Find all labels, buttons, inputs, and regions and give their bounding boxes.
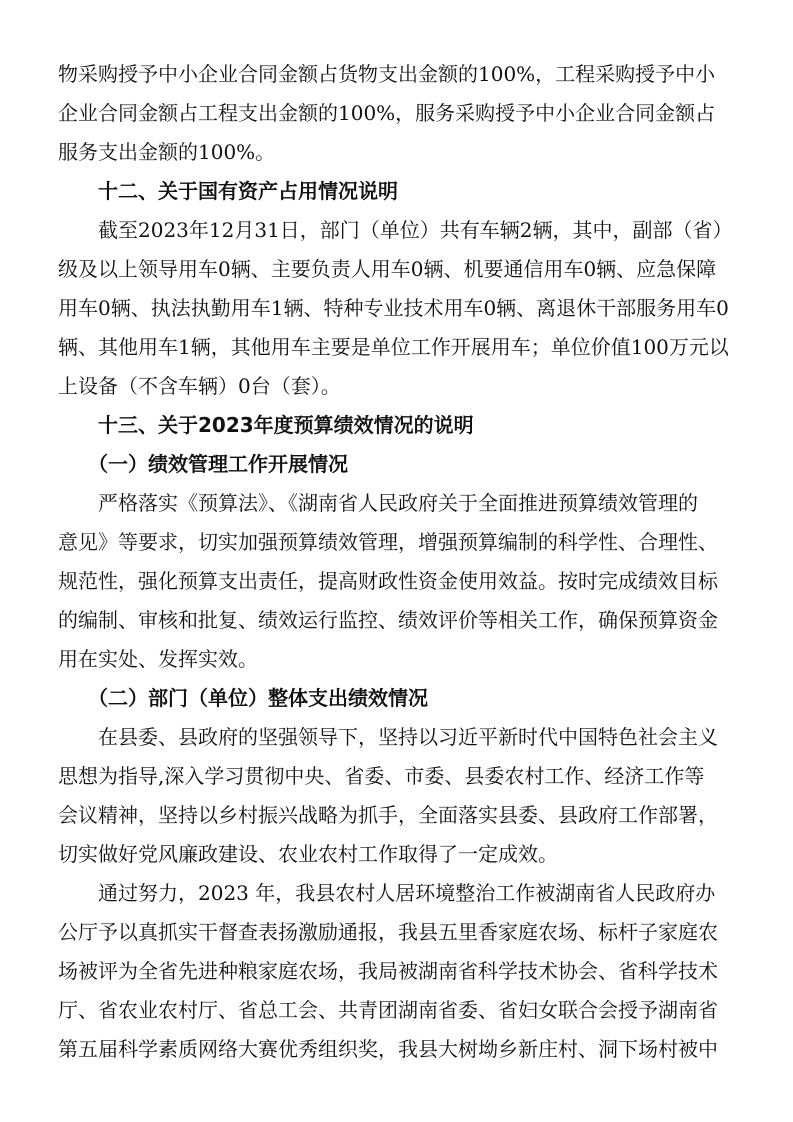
paragraph-line: 的编制、审核和批复、绩效运行监控、绩效评价等相关工作，确保预算资金 (58, 608, 718, 632)
paragraph-line: 公厅予以真抓实干督查表扬激励通报，我县五里香家庭农场、标杆子家庭农 (58, 920, 718, 944)
paragraph-line: 思想为指导,深入学习贯彻中央、省委、市委、县委农村工作、经济工作等 (58, 764, 705, 788)
subsection-heading: （一）绩效管理工作开展情况 (88, 452, 348, 476)
paragraph-line: 企业合同金额占工程支出金额的100%，服务采购授予中小企业合同金额占 (58, 101, 716, 125)
paragraph-line: 用车0辆、执法执勤用车1辆、特种专业技术用车0辆、离退休干部服务用车0 (58, 296, 729, 320)
paragraph-line: 截至2023年12月31日，部门（单位）共有车辆2辆，其中，副部（省） (98, 218, 733, 242)
paragraph-line: 意见》等要求，切实加强预算绩效管理，增强预算编制的科学性、合理性、 (58, 530, 718, 554)
paragraph-line: 辆、其他用车1辆，其他用车主要是单位工作开展用车；单位价值100万元以 (58, 335, 729, 359)
paragraph-line: 物采购授予中小企业合同金额占货物支出金额的100%，工程采购授予中小 (58, 62, 716, 86)
paragraph-line: 场被评为全省先进种粮家庭农场，我局被湖南省科学技术协会、省科学技术 (58, 959, 718, 983)
section-heading: 十三、关于2023年度预算绩效情况的说明 (98, 413, 474, 437)
paragraph-line: 规范性，强化预算支出责任，提高财政性资金使用效益。按时完成绩效目标 (58, 569, 718, 593)
section-heading: 十二、关于国有资产占用情况说明 (98, 179, 398, 203)
paragraph-line: 会议精神，坚持以乡村振兴战略为抓手，全面落实县委、县政府工作部署， (58, 803, 718, 827)
paragraph-line: 切实做好党风廉政建设、农业农村工作取得了一定成效。 (58, 842, 558, 866)
paragraph-line: 厅、省农业农村厅、省总工会、共青团湖南省委、省妇女联合会授予湖南省 (58, 998, 718, 1022)
paragraph-line: 第五届科学素质网络大赛优秀组织奖，我县大树坳乡新庄村、洞下场村被中 (58, 1037, 718, 1061)
paragraph-line: 用在实处、发挥实效。 (58, 647, 258, 671)
paragraph-line: 服务支出金额的100%。 (58, 140, 276, 164)
paragraph-line: 严格落实《预算法》、《湖南省人民政府关于全面推进预算绩效管理的 (98, 491, 698, 515)
paragraph-line: 级及以上领导用车0辆、主要负责人用车0辆、机要通信用车0辆、应急保障 (58, 257, 717, 281)
paragraph-line: 上设备（不含车辆）0台（套）。 (58, 374, 341, 398)
paragraph-line: 通过努力，2023 年，我县农村人居环境整治工作被湖南省人民政府办 (98, 881, 716, 905)
subsection-heading: （二）部门（单位）整体支出绩效情况 (88, 686, 428, 710)
paragraph-line: 在县委、县政府的坚强领导下，坚持以习近平新时代中国特色社会主义 (98, 725, 718, 749)
